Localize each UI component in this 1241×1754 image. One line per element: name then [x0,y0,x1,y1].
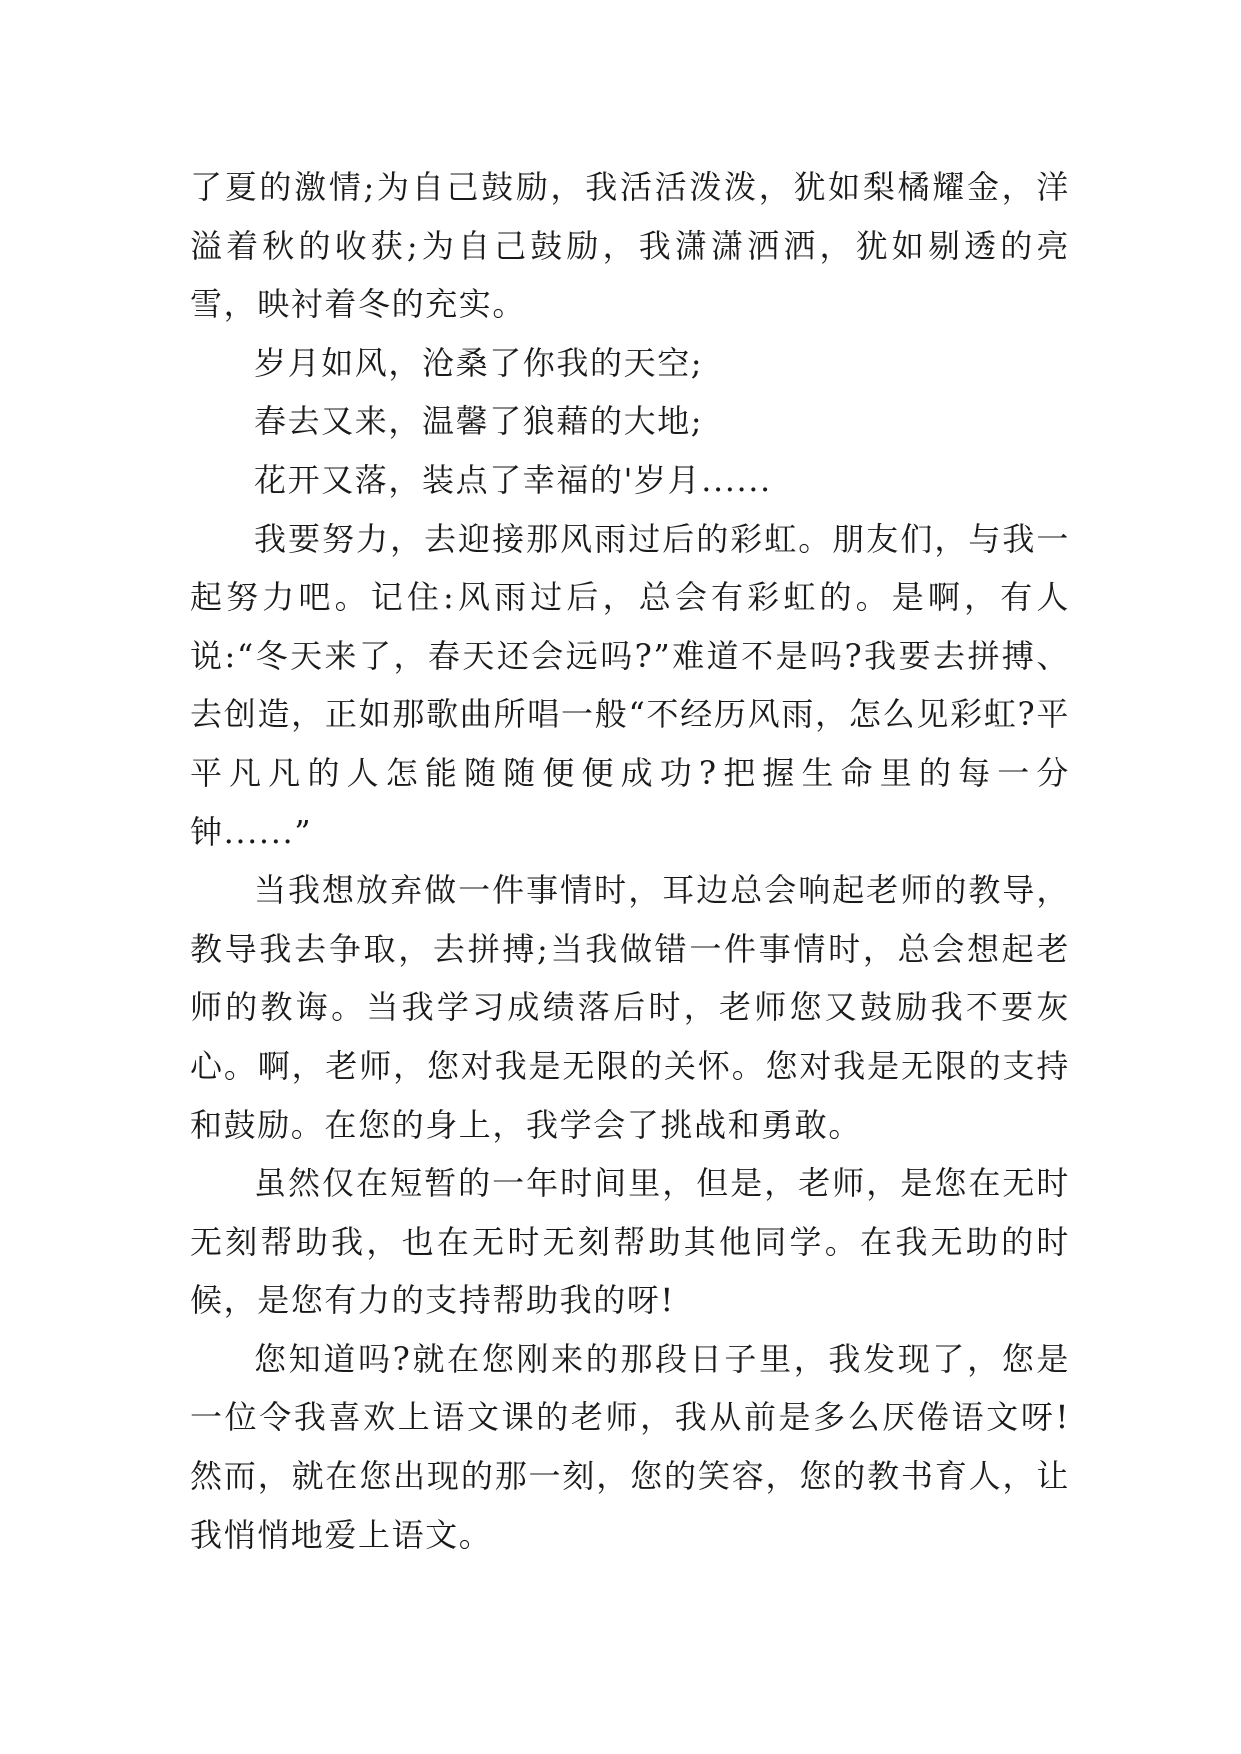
paragraph: 当我想放弃做一件事情时，耳边总会响起老师的教导，教导我去争取，去拼搏;当我做错一件事情时，总会想起老师的教诲。当我学习成绩落后时，老师您又鼓励我不要灰心。啊，老师，您对我是无限的关怀。您对我是无限的支持和鼓励。在您的身上，我学会了挑战和勇敢。 [190,871,1070,1144]
paragraph: 花开又落，装点了幸福的'岁月...... [254,460,772,499]
paragraph: 我要努力，去迎接那风雨过后的彩虹。朋友们，与我一起努力吧。记住:风雨过后，总会有彩虹的。是啊，有人说:“冬天来了，春天还会远吗?”难道不是吗?我要去拼搏、去创造，正如那歌曲所唱一般“不经历风雨，怎么见彩虹?平平凡凡的人怎能随随便便成功?把握生命里的每一分钟......” [190,519,1070,851]
paragraph: 春去又来，温馨了狼藉的大地; [254,402,704,441]
paragraph: 岁月如风，沧桑了你我的天空; [254,343,704,382]
body-text [190,158,1070,1564]
paragraph: 虽然仅在短暂的一年时间里，但是，老师，是您在无时无刻帮助我，也在无时无刻帮助其他同学。在我无助的时候，是您有力的支持帮助我的呀! [190,1164,1070,1320]
paragraph: 您知道吗?就在您刚来的那段日子里，我发现了，您是一位令我喜欢上语文课的老师，我从前是多么厌倦语文呀!然而，就在您出现的那一刻，您的笑容，您的教书育人，让我悄悄地爱上语文。 [190,1339,1070,1554]
paragraph: 了夏的激情;为自己鼓励，我活活泼泼，犹如梨橘耀金，洋溢着秋的收获;为自己鼓励，我潇潇洒洒，犹如剔透的亮雪，映衬着冬的充实。 [190,168,1070,324]
